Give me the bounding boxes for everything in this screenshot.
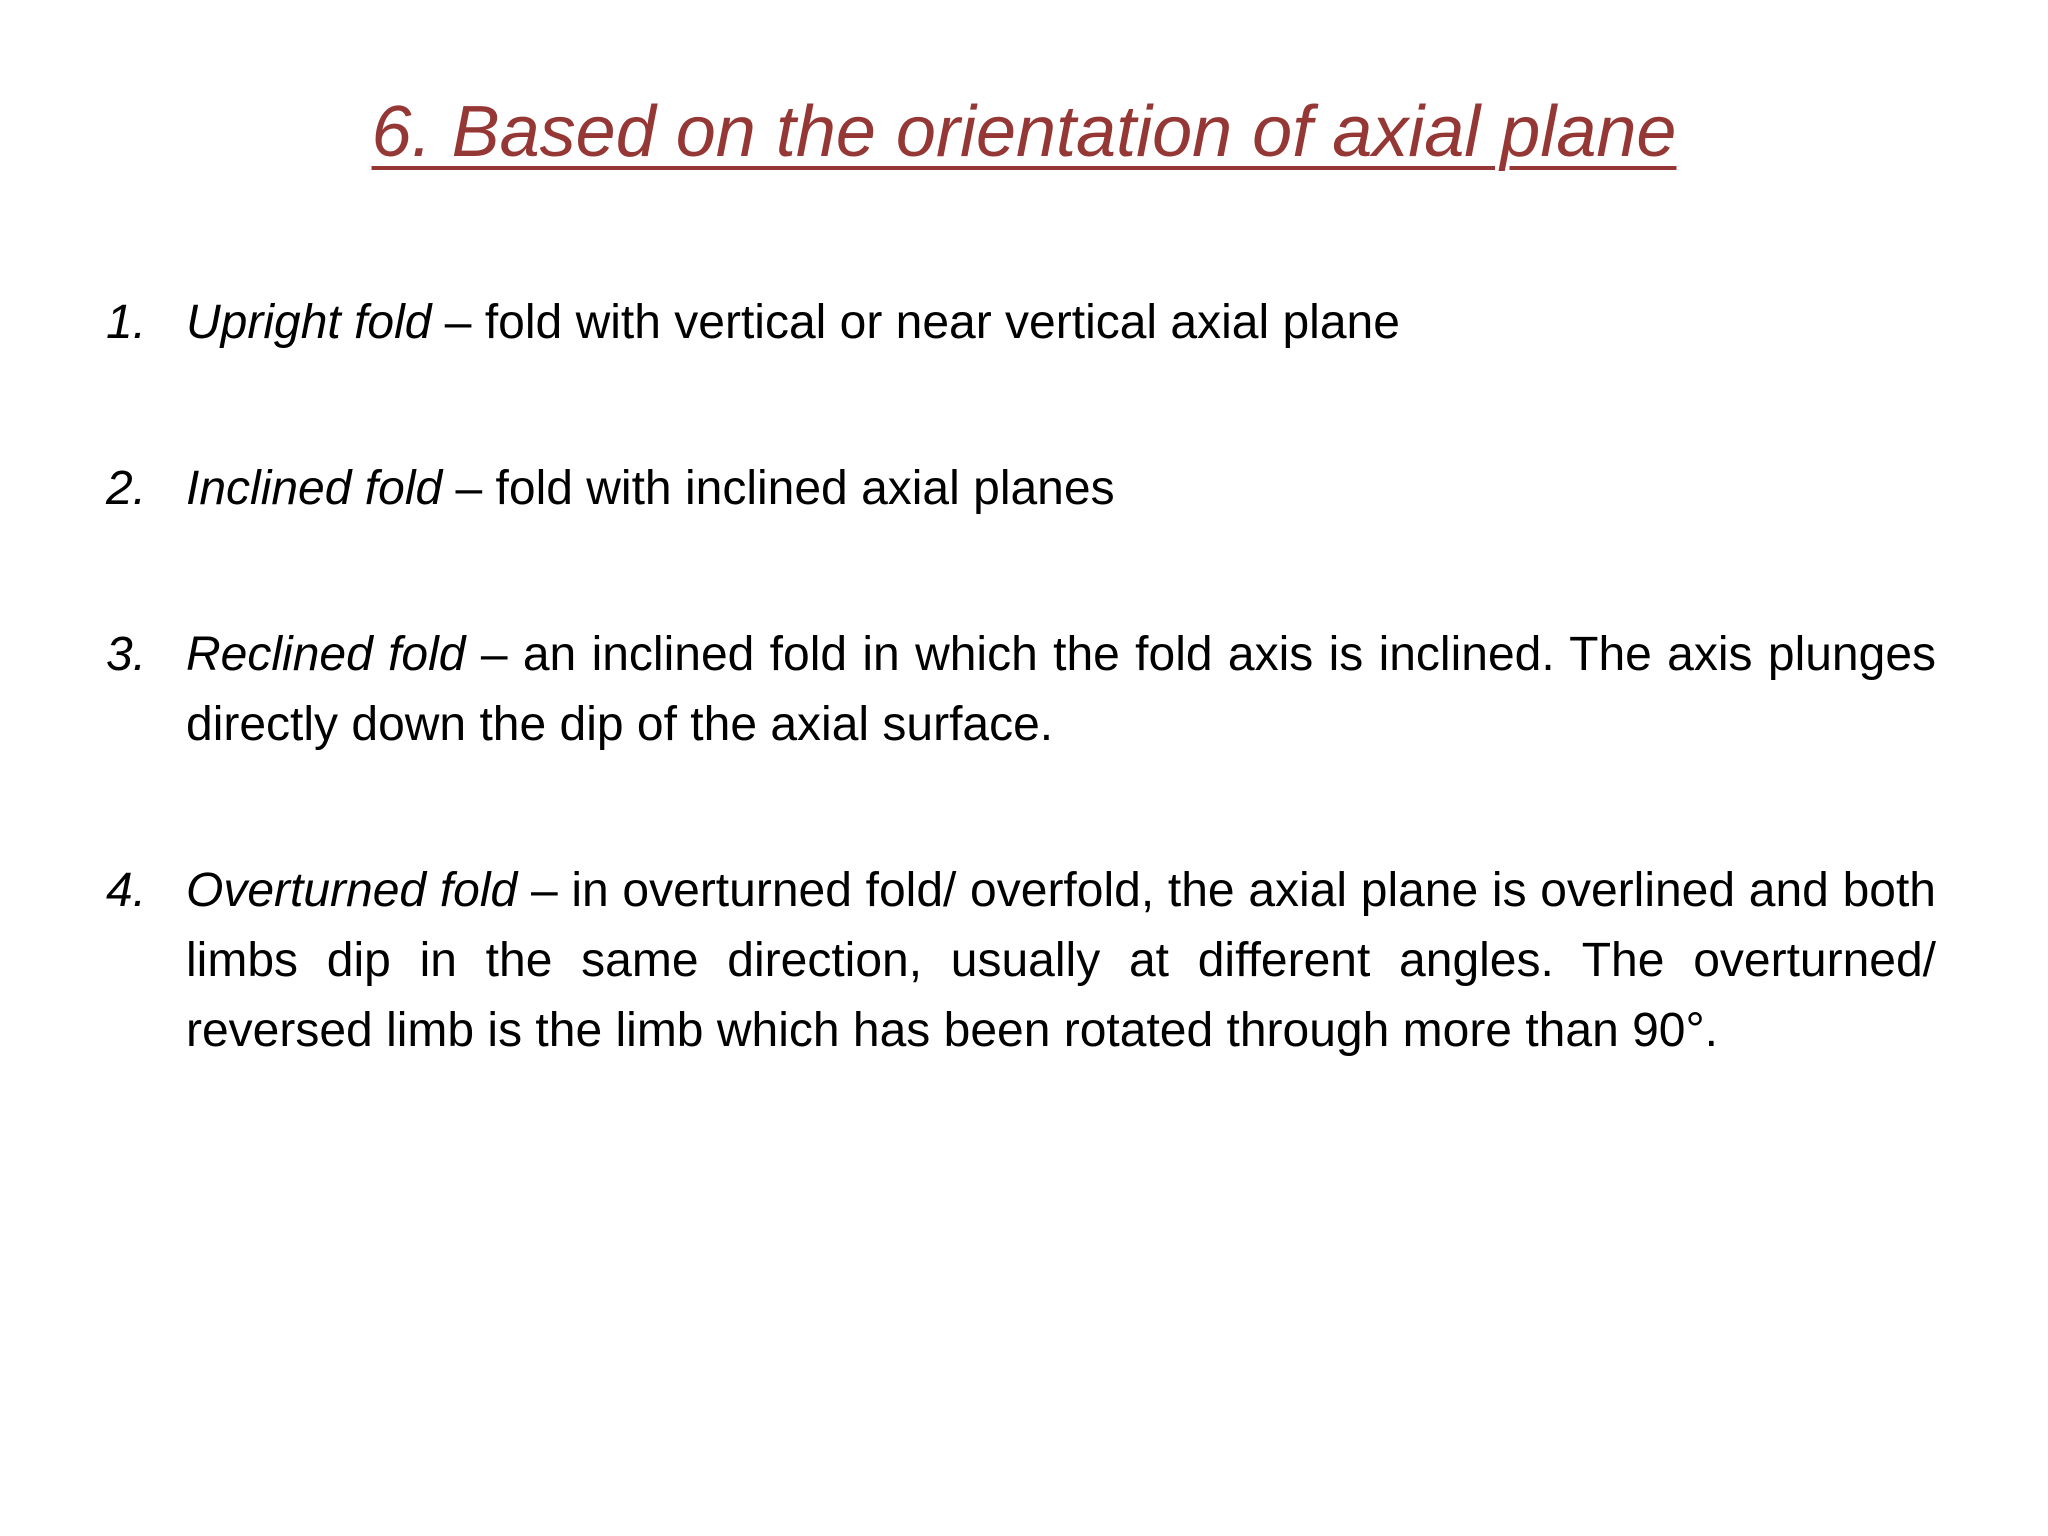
- definition: – in overturned fold/ overfold, the axial plane is overlined and both limbs dip in the same direction, usually at different angles. The overturned/ reversed limb is the limb which has been rotated through more than 90°.: [186, 864, 1937, 1057]
- slide-title: 6. Based on the orientation of axial plane: [371, 92, 1677, 172]
- list-item-inclined-fold: [106, 454, 1936, 524]
- list-item-text: [186, 856, 1936, 1066]
- list-item-upright-fold: [106, 288, 1936, 358]
- definition: – an inclined fold in which the fold axis is inclined. The axis plunges directly down the dip of the axial surface.: [186, 628, 1937, 751]
- list-item-text: [186, 288, 1936, 358]
- term: Inclined fold: [186, 462, 443, 515]
- fold-type-list: [106, 288, 1936, 1066]
- list-number: 4.: [106, 864, 147, 917]
- term: Overturned fold: [186, 864, 518, 917]
- definition: – fold with inclined axial planes: [442, 462, 1115, 515]
- term: Upright fold: [186, 296, 432, 349]
- term: Reclined fold: [186, 628, 466, 681]
- list-number: 1.: [106, 296, 147, 349]
- list-item-reclined-fold: [106, 620, 1936, 760]
- list-item-text: [186, 454, 1936, 524]
- list-item-text: [186, 620, 1936, 760]
- definition: – fold with vertical or near vertical axial plane: [431, 296, 1400, 349]
- list-item-overturned-fold: [106, 856, 1936, 1066]
- list-number: 2.: [106, 462, 147, 515]
- list-number: 3.: [106, 628, 147, 681]
